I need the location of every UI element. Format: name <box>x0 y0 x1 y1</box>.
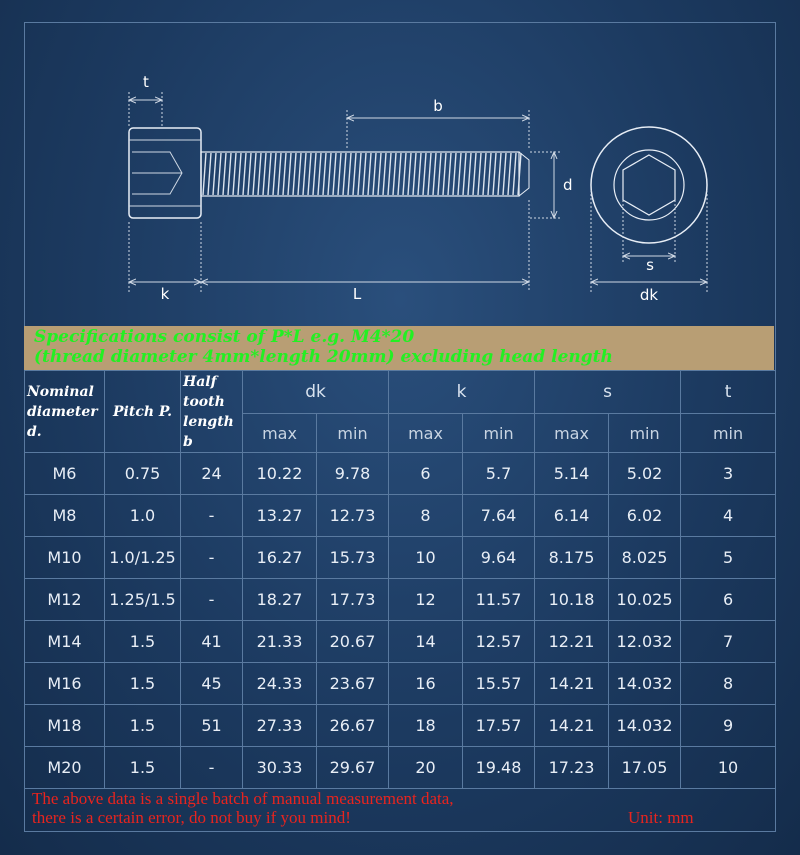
table-cell: 10.18 <box>535 579 609 621</box>
table-cell: 12 <box>389 579 463 621</box>
table-cell: M6 <box>25 453 105 495</box>
table-cell: - <box>181 495 243 537</box>
table-cell: 9.64 <box>463 537 535 579</box>
table-cell: 10.025 <box>609 579 681 621</box>
table-cell: 14 <box>389 621 463 663</box>
header-k: k <box>389 371 535 414</box>
dim-label-s: s <box>646 256 654 274</box>
table-cell: 23.67 <box>317 663 389 705</box>
table-cell: 14.21 <box>535 705 609 747</box>
table-cell: 8 <box>681 663 776 705</box>
table-cell: 7.64 <box>463 495 535 537</box>
table-cell: M12 <box>25 579 105 621</box>
thread-line <box>238 153 241 195</box>
thread-line <box>393 153 396 195</box>
thread-line <box>503 153 506 195</box>
thread-line <box>363 153 366 195</box>
spec-table <box>24 370 776 789</box>
table-cell: 14.21 <box>535 663 609 705</box>
table-cell: 8 <box>389 495 463 537</box>
table-cell: 30.33 <box>243 747 317 789</box>
table-cell: 18 <box>389 705 463 747</box>
table-cell: 5.7 <box>463 453 535 495</box>
table-cell: 16.27 <box>243 537 317 579</box>
table-cell: 1.0 <box>105 495 181 537</box>
table-row <box>25 579 776 621</box>
screw-technical-drawing <box>0 0 800 330</box>
table-cell: 1.5 <box>105 621 181 663</box>
subheader-k-max: max <box>389 414 463 453</box>
table-cell: 6.14 <box>535 495 609 537</box>
thread-line <box>203 153 206 195</box>
thread-line <box>293 153 296 195</box>
table-cell: 9 <box>681 705 776 747</box>
thread-line <box>423 153 426 195</box>
banner-line-1: Specifications consist of P*L e.g. M4*20 <box>34 327 415 347</box>
table-cell: 17.57 <box>463 705 535 747</box>
thread-line <box>208 153 211 195</box>
header-nominal-diameter: Nominal diameter d. <box>25 371 105 453</box>
thread-line <box>498 153 501 195</box>
table-cell: 17.73 <box>317 579 389 621</box>
thread-line <box>378 153 381 195</box>
table-cell: 8.025 <box>609 537 681 579</box>
table-cell: 1.5 <box>105 747 181 789</box>
table-cell: 45 <box>181 663 243 705</box>
thread-line <box>448 153 451 195</box>
thread-line <box>253 153 256 195</box>
table-cell: 24.33 <box>243 663 317 705</box>
thread-line <box>443 153 446 195</box>
thread-line <box>458 153 461 195</box>
thread-line <box>298 153 301 195</box>
thread-line <box>368 153 371 195</box>
thread-line <box>243 153 246 195</box>
table-cell: 17.05 <box>609 747 681 789</box>
thread-line <box>428 153 431 195</box>
dim-label-d: d <box>563 176 573 194</box>
table-cell: 12.57 <box>463 621 535 663</box>
table-cell: M20 <box>25 747 105 789</box>
head-end-view <box>591 127 707 243</box>
thread-line <box>213 153 216 195</box>
table-cell: 5.14 <box>535 453 609 495</box>
table-cell: 20.67 <box>317 621 389 663</box>
banner-line-2: (thread diameter 4mm*length 20mm) excluding head length <box>34 347 613 367</box>
table-cell: 24 <box>181 453 243 495</box>
thread-line <box>308 153 311 195</box>
thread-line <box>268 153 271 195</box>
table-cell: 51 <box>181 705 243 747</box>
unit-label: Unit: mm <box>628 808 694 827</box>
table-cell: - <box>181 537 243 579</box>
table-cell: M14 <box>25 621 105 663</box>
table-cell: 7 <box>681 621 776 663</box>
thread-line <box>273 153 276 195</box>
table-cell: 16 <box>389 663 463 705</box>
disclaimer-line-2: there is a certain error, do not buy if you mind! <box>32 808 351 827</box>
table-cell: M16 <box>25 663 105 705</box>
table-cell: 17.23 <box>535 747 609 789</box>
thread-line <box>463 153 466 195</box>
table-cell: 3 <box>681 453 776 495</box>
thread-line <box>283 153 286 195</box>
table-cell: 10.22 <box>243 453 317 495</box>
thread-line <box>493 153 496 195</box>
thread-line <box>488 153 491 195</box>
table-cell: 14.032 <box>609 705 681 747</box>
table-cell: 5.02 <box>609 453 681 495</box>
thread-line <box>263 153 266 195</box>
table-cell: 27.33 <box>243 705 317 747</box>
table-cell: 13.27 <box>243 495 317 537</box>
thread-line <box>318 153 321 195</box>
thread-line <box>343 153 346 195</box>
table-cell: 4 <box>681 495 776 537</box>
thread-line <box>258 153 261 195</box>
subheader-s-min: min <box>609 414 681 453</box>
thread-line <box>303 153 306 195</box>
thread-line <box>323 153 326 195</box>
thread-line <box>313 153 316 195</box>
thread-line <box>403 153 406 195</box>
thread-line <box>383 153 386 195</box>
dim-label-b: b <box>433 97 443 115</box>
thread-line <box>473 153 476 195</box>
thread-line <box>218 153 221 195</box>
table-row <box>25 495 776 537</box>
thread-line <box>228 153 231 195</box>
thread-line <box>388 153 391 195</box>
header-dk: dk <box>243 371 389 414</box>
table-row <box>25 537 776 579</box>
header-half-tooth-length: Half tooth length b <box>181 371 243 453</box>
table-row <box>25 705 776 747</box>
thread-line <box>223 153 226 195</box>
thread-line <box>358 153 361 195</box>
table-cell: M18 <box>25 705 105 747</box>
thread-line <box>483 153 486 195</box>
table-cell: 15.57 <box>463 663 535 705</box>
table-cell: 1.0/1.25 <box>105 537 181 579</box>
table-cell: 29.67 <box>317 747 389 789</box>
dim-label-k: k <box>160 285 170 303</box>
disclaimer-line-1: The above data is a single batch of manual measurement data, <box>32 789 454 808</box>
thread-line <box>478 153 481 195</box>
thread-line <box>373 153 376 195</box>
subheader-dk-max: max <box>243 414 317 453</box>
table-cell: 12.032 <box>609 621 681 663</box>
table-cell: 12.21 <box>535 621 609 663</box>
thread-line <box>248 153 251 195</box>
table-cell: - <box>181 747 243 789</box>
thread-line <box>433 153 436 195</box>
table-cell: - <box>181 579 243 621</box>
header-s: s <box>535 371 681 414</box>
header-t: t <box>681 371 776 414</box>
header-pitch: Pitch P. <box>105 371 181 453</box>
thread-line <box>353 153 356 195</box>
table-cell: 6 <box>681 579 776 621</box>
table-row <box>25 663 776 705</box>
table-cell: 21.33 <box>243 621 317 663</box>
table-cell: 19.48 <box>463 747 535 789</box>
thread-line <box>278 153 281 195</box>
table-cell: 41 <box>181 621 243 663</box>
table-cell: M10 <box>25 537 105 579</box>
table-cell: 14.032 <box>609 663 681 705</box>
dim-label-dk: dk <box>639 286 659 304</box>
table-cell: 10 <box>389 537 463 579</box>
thread-line <box>233 153 236 195</box>
subheader-s-max: max <box>535 414 609 453</box>
thread-line <box>438 153 441 195</box>
table-cell: M8 <box>25 495 105 537</box>
measurement-disclaimer <box>32 789 592 827</box>
table-cell: 18.27 <box>243 579 317 621</box>
table-cell: 26.67 <box>317 705 389 747</box>
table-cell: 20 <box>389 747 463 789</box>
thread-line <box>288 153 291 195</box>
thread-line <box>468 153 471 195</box>
table-cell: 9.78 <box>317 453 389 495</box>
dim-label-t: t <box>143 73 149 91</box>
thread-line <box>338 153 341 195</box>
thread-line <box>333 153 336 195</box>
table-cell: 11.57 <box>463 579 535 621</box>
table-cell: 12.73 <box>317 495 389 537</box>
table-cell: 8.175 <box>535 537 609 579</box>
dim-label-L: L <box>352 285 362 303</box>
table-cell: 1.5 <box>105 705 181 747</box>
table-row <box>25 747 776 789</box>
thread-line <box>348 153 351 195</box>
table-row <box>25 621 776 663</box>
thread-line <box>413 153 416 195</box>
thread-line <box>328 153 331 195</box>
table-cell: 1.25/1.5 <box>105 579 181 621</box>
table-cell: 6.02 <box>609 495 681 537</box>
table-row <box>25 453 776 495</box>
subheader-k-min: min <box>463 414 535 453</box>
specification-banner <box>24 326 774 370</box>
thread-line <box>513 153 516 195</box>
thread-line <box>508 153 511 195</box>
table-cell: 1.5 <box>105 663 181 705</box>
table-cell: 0.75 <box>105 453 181 495</box>
table-cell: 5 <box>681 537 776 579</box>
table-cell: 10 <box>681 747 776 789</box>
thread-line <box>398 153 401 195</box>
table-cell: 6 <box>389 453 463 495</box>
subheader-t-min: min <box>681 414 776 453</box>
subheader-dk-min: min <box>317 414 389 453</box>
thread-line <box>408 153 411 195</box>
table-cell: 15.73 <box>317 537 389 579</box>
thread-line <box>418 153 421 195</box>
thread-line <box>453 153 456 195</box>
